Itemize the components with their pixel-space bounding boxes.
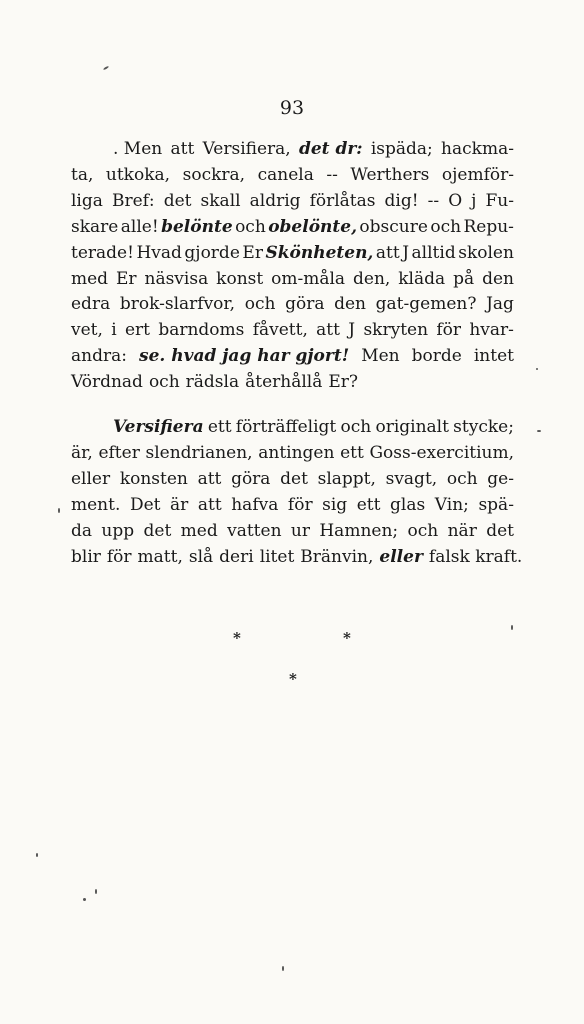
word: gjorde — [184, 242, 240, 263]
text-line — [71, 241, 514, 265]
word: vatten — [227, 520, 282, 541]
text-line — [71, 292, 514, 316]
word: är — [170, 494, 189, 515]
word: Vördnad — [71, 372, 143, 393]
word: rädsla — [185, 372, 240, 393]
word: efter — [98, 442, 140, 463]
word: ett — [340, 442, 364, 463]
word: skare — [71, 216, 119, 237]
word: upp — [101, 520, 135, 541]
word: är, — [71, 442, 93, 463]
word: matt, — [137, 546, 183, 567]
word: edra — [71, 294, 111, 315]
word: hvar- — [469, 320, 514, 341]
text-line — [71, 467, 514, 491]
word: för — [436, 320, 462, 341]
word: Vin; — [434, 494, 469, 515]
blemish — [536, 368, 538, 370]
word: sig — [322, 494, 348, 515]
word: förträffeligt — [235, 417, 337, 437]
blemish — [103, 66, 109, 71]
word: glas — [390, 494, 426, 515]
word: alle! — [120, 216, 159, 237]
blemish — [95, 889, 97, 894]
word: och — [244, 294, 276, 315]
text-line — [71, 163, 514, 187]
word: skall — [200, 190, 241, 211]
asterisk-right: * — [343, 629, 351, 647]
italic-word: Skönheten, — [265, 242, 374, 263]
word: obscure — [359, 216, 428, 237]
text-line — [71, 189, 514, 213]
text-line — [113, 415, 514, 439]
word: deri — [219, 546, 254, 567]
word: och — [446, 468, 478, 489]
italic-word: det dr: — [298, 139, 363, 159]
word: göra — [285, 294, 325, 315]
text-line — [71, 318, 514, 342]
word: och — [430, 216, 462, 237]
word: ert — [124, 320, 150, 341]
word: göra — [231, 468, 271, 489]
word: spä- — [478, 494, 514, 515]
word: -- — [326, 164, 338, 185]
word: det — [486, 520, 514, 541]
italic-word: eller — [379, 546, 423, 567]
word: Fu- — [485, 190, 514, 211]
text-line — [71, 370, 514, 394]
word: barndoms — [158, 320, 245, 341]
word: skryten — [363, 320, 429, 341]
word: slå — [188, 546, 214, 567]
word: liga — [71, 190, 103, 211]
word: att — [316, 320, 340, 341]
word: näsvisa — [144, 268, 209, 289]
word: det — [163, 190, 192, 211]
text-line — [71, 519, 514, 543]
word: Det — [129, 494, 161, 515]
blemish — [58, 508, 60, 513]
word: ett — [356, 494, 381, 515]
blemish — [537, 430, 541, 432]
word: Men — [361, 346, 400, 367]
word: J — [348, 320, 356, 341]
word: Er — [116, 268, 137, 289]
word: den — [482, 268, 514, 289]
word: ojemför- — [441, 164, 514, 185]
asterisk-left: * — [233, 629, 241, 647]
word: för — [106, 546, 132, 567]
word: fåvett, — [252, 320, 308, 341]
asterisk-bottom: * — [289, 670, 297, 688]
word: ett — [207, 417, 232, 437]
word: svagt, — [385, 468, 438, 489]
word: andra: — [71, 346, 127, 367]
word: da — [71, 520, 93, 541]
word: Goss-exercitium, — [369, 442, 514, 463]
italic-word: se. hvad jag har gjort! — [139, 346, 350, 367]
word: Hvad — [136, 242, 182, 263]
italic-word: Versifiera — [113, 417, 204, 437]
blemish — [83, 898, 86, 901]
word: hackma- — [441, 139, 514, 159]
word: alltid — [411, 242, 456, 263]
word: sockra, — [182, 164, 246, 185]
word: i — [111, 320, 117, 341]
text-line — [71, 441, 514, 465]
word: och — [407, 520, 439, 541]
word: Hamnen; — [319, 520, 399, 541]
word: canela — [257, 164, 314, 185]
word: ta, — [71, 164, 94, 185]
word: att — [197, 494, 222, 515]
word: att — [197, 468, 222, 489]
word: ment. — [71, 494, 121, 515]
word: Jag — [486, 294, 514, 315]
word: -- — [427, 190, 440, 211]
page-number: 93 — [279, 97, 305, 119]
blemish — [282, 966, 284, 971]
word: Er — [242, 242, 263, 263]
word: Versifiera, — [202, 139, 291, 159]
text-line — [113, 137, 514, 161]
word: utkoka, — [105, 164, 171, 185]
word: slendrianen, — [145, 442, 253, 463]
word: ge- — [487, 468, 514, 489]
text-line — [71, 493, 514, 517]
word: ispäda; — [370, 139, 433, 159]
word: att — [170, 139, 195, 159]
text-line — [71, 215, 514, 239]
word: brok-slarfvor, — [119, 294, 236, 315]
italic-word: belönte — [161, 216, 233, 237]
word: falsk kraft. — [428, 546, 523, 567]
word: skolen — [458, 242, 514, 263]
word: borde — [411, 346, 462, 367]
blemish — [511, 625, 513, 630]
word: den — [334, 294, 367, 315]
word: att — [375, 242, 400, 263]
word: intet — [473, 346, 514, 367]
word: slappt, — [317, 468, 376, 489]
word: konst — [216, 268, 264, 289]
word: konsten — [119, 468, 188, 489]
text-line — [71, 344, 514, 368]
word: aldrig — [249, 190, 301, 211]
word: Werthers — [350, 164, 430, 185]
word: med — [71, 268, 109, 289]
blemish — [36, 853, 38, 857]
word: blir — [71, 546, 101, 567]
italic-word: obelönte, — [268, 216, 357, 237]
word: kläda — [398, 268, 446, 289]
word: J — [402, 242, 410, 263]
word: stycke; — [453, 417, 514, 437]
text-line — [71, 267, 514, 291]
word: för — [287, 494, 313, 515]
word: och — [340, 417, 372, 437]
word: den, — [353, 268, 391, 289]
word: gat-gemen? — [375, 294, 477, 315]
word: Bref: — [111, 190, 155, 211]
word: litet — [259, 546, 295, 567]
word: j — [471, 190, 477, 211]
word: hafva — [231, 494, 279, 515]
word: återhållå — [245, 372, 323, 393]
word: dig! — [384, 190, 419, 211]
word: vet, — [71, 320, 103, 341]
word: förlåtas — [309, 190, 376, 211]
word: och — [148, 372, 180, 393]
word: Er? — [328, 372, 359, 393]
word: originalt — [375, 417, 449, 437]
word: om-måla — [271, 268, 346, 289]
word: O — [448, 190, 463, 211]
word: . Men — [113, 139, 163, 159]
text-line — [71, 545, 523, 569]
word: och — [235, 216, 266, 237]
word: eller — [71, 468, 111, 489]
word: det — [280, 468, 308, 489]
word: när — [447, 520, 477, 541]
word: det — [143, 520, 172, 541]
word: ur — [290, 520, 310, 541]
word: med — [180, 520, 218, 541]
word: antingen — [258, 442, 335, 463]
word: Bränvin, — [300, 546, 374, 567]
word: terade! — [71, 242, 134, 263]
word: på — [453, 268, 475, 289]
word: Repu- — [463, 216, 514, 237]
